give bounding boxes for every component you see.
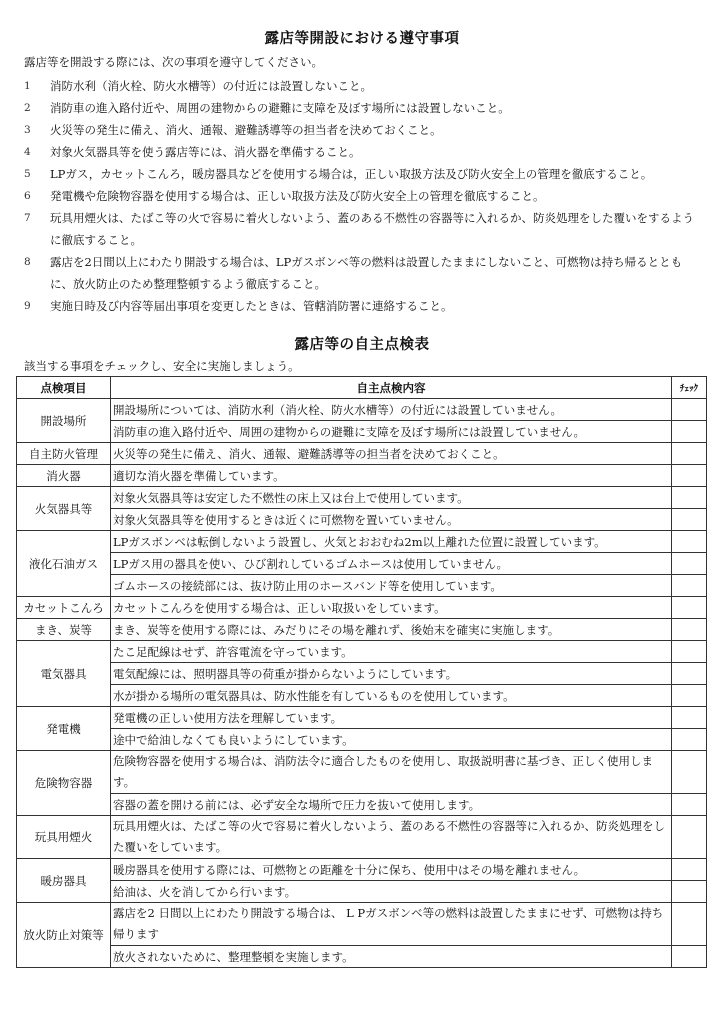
check-box-cell[interactable]	[672, 399, 707, 421]
check-box-cell[interactable]	[672, 465, 707, 487]
rule-number: 4	[24, 146, 31, 158]
table-row	[17, 794, 707, 816]
table-row	[17, 619, 707, 641]
rule-number: 1	[24, 80, 31, 92]
rule-text: 発電機や危険物容器を使用する場合は、正しい取扱方法及び防火安全上の管理を徹底すること。	[50, 189, 545, 203]
check-box-cell[interactable]	[672, 794, 707, 816]
check-content-cell: 対象火気器具等は安定した不燃性の床上又は台上で使用しています。	[111, 487, 672, 509]
check-item-cell: 火気器具等	[17, 487, 111, 531]
table-row	[17, 399, 707, 421]
rule-text: 露店を2日間以上にわたり開設する場合は、LPガスボンベ等の燃料は設置したままにしないこと、可燃物は持ち帰るとともに、放火防止のため整理整頓するよう徹底すること。	[50, 255, 683, 291]
check-item-cell: 危険物容器	[17, 751, 111, 816]
rule-item	[24, 141, 704, 163]
rule-number: 3	[24, 124, 31, 136]
table-row	[17, 663, 707, 685]
check-content-cell: 消防車の進入路付近や、周囲の建物からの避難に支障を及ぼす場所には設置していません。	[111, 421, 672, 443]
check-box-cell[interactable]	[672, 859, 707, 881]
check-item-cell: 玩具用煙火	[17, 816, 111, 859]
rule-text: LPガス，カセットこんろ，暖房器具などを使用する場合は，正しい取扱方法及び防火安全上の管理を徹底すること。	[50, 167, 653, 181]
check-item-cell: 開設場所	[17, 399, 111, 443]
rule-item	[24, 163, 704, 185]
check-content-cell: LPガスボンベは転倒しないよう設置し、火気とおおむね2m以上離れた位置に設置しています。	[111, 531, 672, 553]
table-row	[17, 751, 707, 794]
check-content-cell: 開設場所については、消防水利（消火栓、防火水槽等）の付近には設置していません。	[111, 399, 672, 421]
table-row	[17, 881, 707, 903]
check-content-cell: 玩具用煙火は、たばこ等の火で容易に着火しないよう、蓋のある不燃性の容器等に入れるか、防炎処理をした覆いをしています。	[111, 816, 672, 859]
table-row	[17, 859, 707, 881]
check-box-cell[interactable]	[672, 443, 707, 465]
check-content-cell: カセットこんろを使用する場合は、正しい取扱いをしています。	[111, 597, 672, 619]
header-check: ﾁｪｯｸ	[672, 377, 707, 399]
rule-text: 火災等の発生に備え、消火、通報、避難誘導等の担当者を決めておくこと。	[50, 123, 442, 137]
check-box-cell[interactable]	[672, 421, 707, 443]
table-row	[17, 487, 707, 509]
check-content-cell: 容器の蓋を開ける前には、必ず安全な場所で圧力を抜いて使用します。	[111, 794, 672, 816]
check-item-cell: 消火器	[17, 465, 111, 487]
check-box-cell[interactable]	[672, 729, 707, 751]
check-content-cell: 適切な消火器を準備しています。	[111, 465, 672, 487]
rule-number: 6	[24, 190, 31, 202]
check-box-cell[interactable]	[672, 575, 707, 597]
check-content-cell: 途中で給油しなくても良いようにしています。	[111, 729, 672, 751]
check-content-cell: 給油は、火を消してから行います。	[111, 881, 672, 903]
table-row	[17, 553, 707, 575]
rule-text: 玩具用煙火は、たばこ等の火で容易に着火しないよう、蓋のある不燃性の容器等に入れるか、防炎処理をした覆いをするように徹底すること。	[50, 211, 694, 247]
table-body	[17, 399, 707, 968]
rule-item	[24, 97, 704, 119]
rule-number: 7	[24, 212, 31, 224]
check-item-cell: 自主防火管理	[17, 443, 111, 465]
rule-text: 対象火気器具等を使う露店等には、消火器を準備すること。	[50, 145, 361, 159]
table-row	[17, 597, 707, 619]
table-row	[17, 641, 707, 663]
check-content-cell: 発電機の正しい使用方法を理解しています。	[111, 707, 672, 729]
rule-number: 9	[24, 300, 31, 312]
table-row	[17, 729, 707, 751]
check-item-cell: カセットこんろ	[17, 597, 111, 619]
check-content-cell: ゴムホースの接続部には、抜け防止用のホースバンド等を使用しています。	[111, 575, 672, 597]
check-content-cell: 対象火気器具等を使用するときは近くに可燃物を置いていません。	[111, 509, 672, 531]
table-row	[17, 903, 707, 946]
check-item-cell: 放火防止対策等	[17, 903, 111, 968]
rule-item	[24, 251, 704, 295]
check-content-cell: 暖房器具を使用する際には、可燃物との距離を十分に保ち、使用中はその場を離れません。	[111, 859, 672, 881]
check-content-cell: 放火されないために、整理整頓を実施します。	[111, 946, 672, 968]
check-box-cell[interactable]	[672, 751, 707, 794]
check-item-cell: 液化石油ガス	[17, 531, 111, 597]
rule-number: 8	[24, 256, 31, 268]
check-box-cell[interactable]	[672, 881, 707, 903]
header-check-content: 自主点検内容	[111, 377, 672, 399]
check-box-cell[interactable]	[672, 903, 707, 946]
rule-text: 実施日時及び内容等届出事項を変更したときは、管轄消防署に連絡すること。	[50, 299, 453, 313]
table-row	[17, 421, 707, 443]
table-row	[17, 575, 707, 597]
checklist-intro: 該当する事項をチェックし、安全に実施しましょう。	[24, 359, 300, 373]
check-item-cell: 発電機	[17, 707, 111, 751]
table-row	[17, 443, 707, 465]
check-box-cell[interactable]	[672, 663, 707, 685]
check-content-cell: 水が掛かる場所の電気器具は、防水性能を有しているものを使用しています。	[111, 685, 672, 707]
rule-number: 5	[24, 168, 31, 180]
table-row	[17, 816, 707, 859]
check-box-cell[interactable]	[672, 946, 707, 968]
check-content-cell: たこ足配線はせず、許容電流を守っています。	[111, 641, 672, 663]
check-box-cell[interactable]	[672, 487, 707, 509]
check-box-cell[interactable]	[672, 509, 707, 531]
check-content-cell: 火災等の発生に備え、消火、通報、避難誘導等の担当者を決めておくこと。	[111, 443, 672, 465]
check-content-cell: 露店を2 日間以上にわたり開設する場合は、 L Pガスボンベ等の燃料は設置したままにせず、可燃物は持ち帰ります	[111, 903, 672, 946]
rule-item	[24, 119, 704, 141]
rule-item	[24, 295, 704, 317]
table-row	[17, 685, 707, 707]
table-row	[17, 531, 707, 553]
check-content-cell: まき、炭等を使用する際には、みだりにその場を離れず、後始末を確実に実施します。	[111, 619, 672, 641]
table-header-row	[17, 377, 707, 399]
check-item-cell: まき、炭等	[17, 619, 111, 641]
check-box-cell[interactable]	[672, 619, 707, 641]
rules-title: 露店等開設における遵守事項	[264, 30, 460, 47]
check-content-cell: 電気配線には、照明器具等の荷重が掛からないようにしています。	[111, 663, 672, 685]
check-box-cell[interactable]	[672, 685, 707, 707]
check-box-cell[interactable]	[672, 597, 707, 619]
rule-item	[24, 75, 704, 97]
header-check-item: 点検項目	[17, 377, 111, 399]
checklist-title: 露店等の自主点検表	[294, 336, 430, 353]
table-row	[17, 465, 707, 487]
table-row	[17, 946, 707, 968]
check-box-cell[interactable]	[672, 707, 707, 729]
rule-item	[24, 207, 704, 251]
check-box-cell[interactable]	[672, 553, 707, 575]
check-content-cell: 危険物容器を使用する場合は、消防法令に適合したものを使用し、取扱説明書に基づき、正しく使用します。	[111, 751, 672, 794]
rules-intro: 露店等を開設する際には、次の事項を遵守してください。	[24, 55, 323, 69]
check-box-cell[interactable]	[672, 816, 707, 859]
table-row	[17, 707, 707, 729]
check-box-cell[interactable]	[672, 531, 707, 553]
rule-text: 消防車の進入路付近や、周囲の建物からの避難に支障を及ぼす場所には設置しないこと。	[50, 101, 510, 115]
check-box-cell[interactable]	[672, 641, 707, 663]
check-item-cell: 暖房器具	[17, 859, 111, 903]
table-row	[17, 509, 707, 531]
rule-text: 消防水利（消火栓、防火水槽等）の付近には設置しないこと。	[50, 79, 372, 93]
rules-list	[24, 75, 704, 317]
check-item-cell: 電気器具	[17, 641, 111, 707]
rule-item	[24, 185, 704, 207]
rule-number: 2	[24, 102, 31, 114]
self-inspection-table	[16, 376, 707, 968]
check-content-cell: LPガス用の器具を使い、ひび割れしているゴムホースは使用していません。	[111, 553, 672, 575]
